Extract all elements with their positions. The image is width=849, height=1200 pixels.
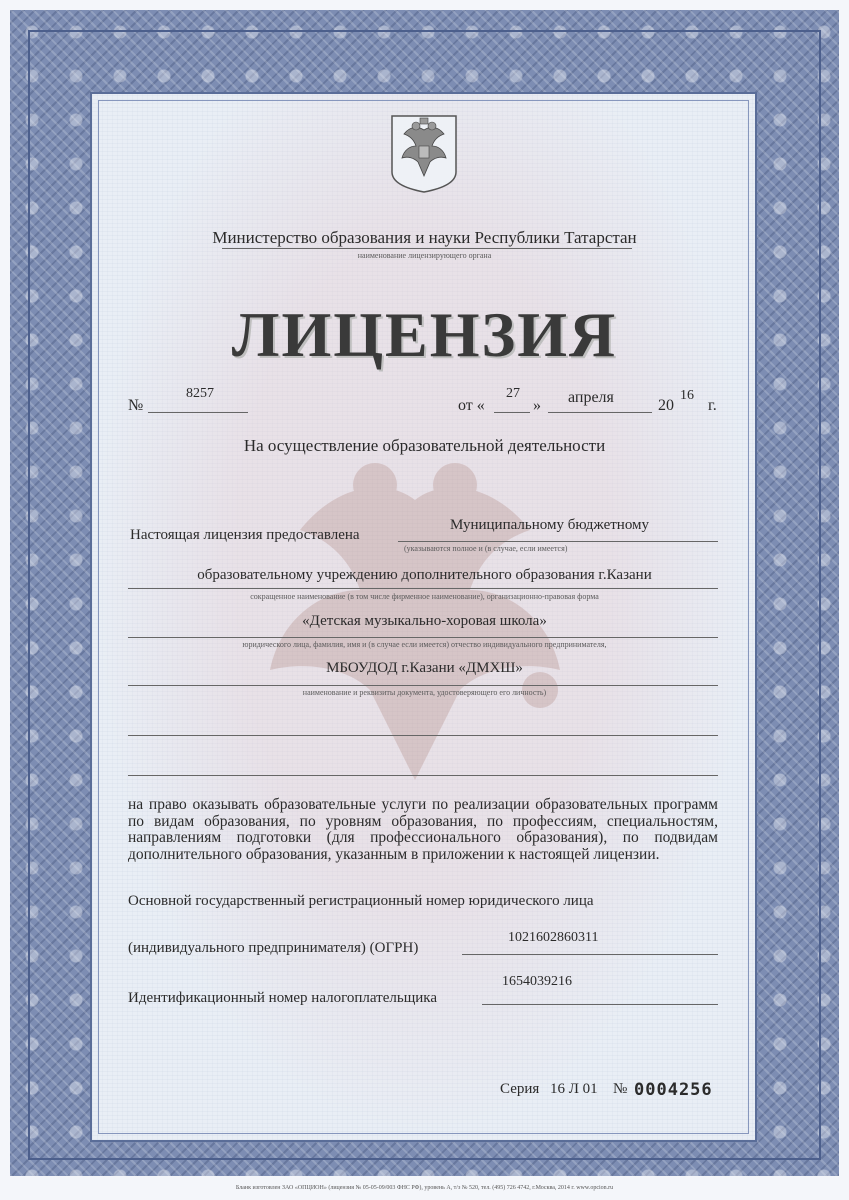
number-underline — [148, 412, 248, 413]
grantee-line-3: «Детская музыкально-хоровая школа» — [302, 613, 547, 629]
license-day: 27 — [506, 386, 520, 401]
grantee-line-1: Муниципальному бюджетному — [450, 517, 650, 533]
date-day-close: » — [533, 397, 541, 414]
grantee-line-2: образовательному учреждению дополнительного образования г.Казани — [197, 567, 652, 583]
grantee-caption-4: наименование и реквизиты документа, удостоверяющего его личность) — [302, 688, 547, 697]
year-suffix: 16 — [680, 388, 694, 403]
blank-line-2 — [128, 775, 718, 776]
grantee-underline-3 — [128, 637, 718, 638]
grantee-underline-2 — [128, 588, 718, 589]
series-number: 0004256 — [634, 1080, 713, 1100]
license-number: 8257 — [186, 386, 214, 401]
activity-heading: На осуществление образовательной деятельности — [243, 436, 606, 455]
series-label: Серия — [500, 1081, 540, 1097]
year-prefix: 20 — [658, 397, 674, 414]
ogrn-label-1: Основной государственный регистрационный номер юридического лица — [128, 893, 594, 909]
inn-label: Идентификационный номер налогоплательщика — [128, 990, 438, 1006]
series-number-prefix: № — [613, 1081, 628, 1097]
ogrn-label-2: (индивидуального предпринимателя) (ОГРН) — [128, 940, 419, 956]
grantee-caption-3: юридического лица, фамилия, имя и (в случае если имеется) отчество индивидуального предпринимателя, — [242, 640, 607, 649]
blank-line-1 — [128, 735, 718, 736]
inn-value: 1654039216 — [502, 974, 572, 989]
ogrn-underline — [462, 954, 718, 955]
ogrn-value: 1021602860311 — [508, 930, 599, 945]
print-footer: Бланк изготовлен ЗАО «ОПЦИОН» (лицензия № 05-05-09/003 ФНС РФ), уровень А, т/з № 520, тел. (495) 726 4742, г.Москва, 2014 г. www.opcion.ru — [235, 1185, 614, 1191]
issuer-underline — [222, 248, 632, 249]
grantee-caption-1: (указываются полное и (в случае, если имеется) — [404, 544, 568, 553]
rights-text: на право оказывать образовательные услуги по реализации образовательных программ по видам образования, по уровням образования, по профессиям, специальностям, направлениям подготовки (для профессионального образования), по подвидам дополнительного образования, указанным в приложении к настоящей лицензии. — [128, 796, 718, 863]
number-prefix: № — [128, 397, 144, 414]
license-month: апреля — [568, 389, 614, 406]
grantee-underline-4 — [128, 685, 718, 686]
grantee-line-4: МБОУДОД г.Казани «ДМХШ» — [326, 660, 523, 676]
month-underline — [548, 412, 652, 413]
document-title: ЛИЦЕНЗИЯ — [231, 299, 618, 370]
date-from-label: от « — [458, 397, 485, 414]
year-unit: г. — [708, 397, 717, 414]
series-code: 16 Л 01 — [550, 1081, 598, 1097]
day-underline — [494, 412, 530, 413]
issuer-name: Министерство образования и науки Республики Татарстан — [212, 228, 637, 247]
grantee-underline-1 — [398, 541, 718, 542]
inn-underline — [482, 1004, 718, 1005]
issuer-caption: наименование лицензирующего органа — [357, 251, 492, 260]
coat-of-arms-icon — [388, 112, 460, 194]
grantee-label: Настоящая лицензия предоставлена — [130, 527, 360, 543]
grantee-caption-2: сокращенное наименование (в том числе фирменное наименование), организационно-правовая форма — [250, 592, 599, 601]
